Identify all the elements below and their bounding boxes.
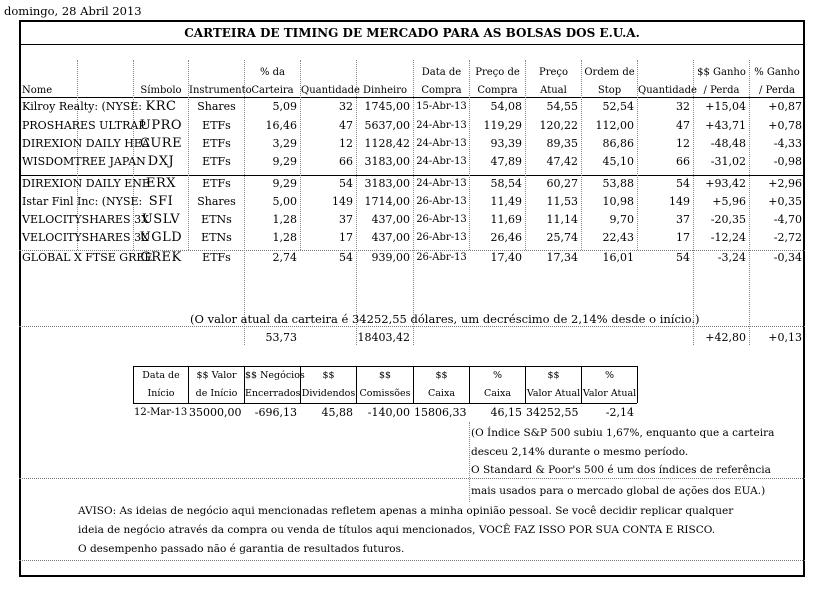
cell-quantidade: 54 [339, 177, 353, 190]
cell-ganho: -3,24 [717, 251, 746, 264]
cell-pct-carteira: 5,09 [272, 100, 297, 113]
cell-pct-ganho: +0,78 [768, 119, 802, 132]
cell-quantidade2: 54 [676, 251, 690, 264]
cell-ordem-stop: 22,43 [602, 231, 634, 244]
summary-header-9-line-1: % [604, 370, 615, 381]
summary-header-4-line-1: $$ [322, 370, 335, 381]
cell-dinheiro: 3183,00 [364, 177, 410, 190]
cell-pct-ganho: -0,34 [773, 251, 802, 264]
header-preco-compra-1: Preço de [475, 67, 520, 78]
cell-data-compra: 26-Abr-13 [416, 196, 467, 207]
header-ordem-stop-2: Stop [597, 85, 622, 96]
cell-preco-compra: 47,89 [490, 155, 522, 168]
cell-preco-atual: 47,42 [546, 155, 578, 168]
summary-header-4-line-2: Dividendos [301, 388, 356, 399]
summary-value-9: -2,14 [605, 406, 634, 419]
summary-value-4: 45,88 [321, 406, 353, 419]
cell-simbolo: KRC [145, 99, 177, 114]
cell-dinheiro: 939,00 [371, 251, 410, 264]
cell-preco-atual: 60,27 [546, 177, 578, 190]
cell-pct-carteira: 9,29 [272, 155, 297, 168]
cell-pct-carteira: 3,29 [272, 137, 297, 150]
cell-nome: Istar Finl Inc: (NYSE: [22, 195, 143, 208]
cell-simbolo: GREK [140, 250, 182, 265]
header-ordem-stop-1: Ordem de [584, 67, 635, 78]
header-pct-carteira-1: % da [259, 67, 286, 78]
cell-quantidade: 66 [339, 155, 353, 168]
cell-ganho: -31,02 [710, 155, 746, 168]
cell-ganho: -48,48 [710, 137, 746, 150]
summary-value-1: 12-Mar-13 [134, 407, 188, 418]
cell-dinheiro: 437,00 [371, 213, 410, 226]
cell-pct-ganho: -4,33 [773, 137, 802, 150]
cell-ordem-stop: 45,10 [602, 155, 634, 168]
cell-preco-atual: 25,74 [546, 231, 578, 244]
cell-ordem-stop: 10,98 [602, 195, 634, 208]
cell-simbolo: CURE [139, 136, 183, 151]
cell-ordem-stop: 52,54 [602, 100, 634, 113]
cell-preco-compra: 93,39 [490, 137, 522, 150]
cell-quantidade: 12 [339, 137, 353, 150]
summary-header-1-line-2: Início [147, 388, 175, 399]
sp-note-line-2: desceu 2,14% durante o mesmo período. [471, 446, 689, 458]
cell-preco-atual: 11,53 [546, 195, 578, 208]
cell-pct-carteira: 1,28 [272, 213, 297, 226]
header-preco-atual-2: Atual [540, 85, 567, 96]
header-data-compra-2: Compra [421, 85, 462, 96]
cell-dinheiro: 3183,00 [364, 155, 410, 168]
cell-ganho: +5,96 [712, 195, 746, 208]
cell-quantidade2: 47 [676, 119, 690, 132]
header-divider [19, 97, 805, 98]
cell-data-compra: 15-Abr-13 [416, 101, 467, 112]
cell-pct-ganho: +0,87 [768, 100, 802, 113]
total-ganho: +42,80 [705, 331, 746, 344]
cell-data-compra: 26-Abr-13 [416, 252, 467, 263]
header-data-compra-1: Data de [421, 67, 462, 78]
cell-pct-carteira: 2,74 [272, 251, 297, 264]
cell-data-compra: 26-Abr-13 [416, 214, 467, 225]
cell-preco-compra: 11,49 [490, 195, 522, 208]
cell-ordem-stop: 9,70 [609, 213, 634, 226]
cell-dinheiro: 437,00 [371, 231, 410, 244]
header-instrumento: Instrumento [189, 85, 252, 96]
summary-value-2: 35000,00 [189, 406, 242, 419]
summary-col-rule [637, 366, 638, 403]
cell-pct-carteira: 5,00 [272, 195, 297, 208]
cell-preco-compra: 17,40 [490, 251, 522, 264]
cell-preco-atual: 17,34 [546, 251, 578, 264]
cell-simbolo: USLV [141, 212, 181, 227]
cell-nome: DIREXION DAILY ENE [22, 177, 150, 190]
sp-note-line-1: (O Índice S&P 500 subiu 1,67%, enquanto que a carteira [471, 427, 775, 439]
header-pct-carteira-2: Carteira [251, 85, 294, 96]
cell-instrumento: Shares [197, 195, 236, 208]
report-date: domingo, 28 Abril 2013 [4, 4, 142, 18]
summary-header-8-line-2: Valor Atual [526, 388, 581, 399]
sp-note-line-4: mais usados para o mercado global de ações dos EUA.) [471, 485, 766, 497]
cell-quantidade: 37 [339, 213, 353, 226]
cell-ordem-stop: 16,01 [602, 251, 634, 264]
disclaimer-line-1: AVISO: As ideias de negócio aqui mencionadas refletem apenas a minha opinião pessoal. Se você decidir replicar qualquer [78, 505, 734, 517]
note-rule [469, 422, 470, 502]
summary-header-2-line-1: $$ Valor [196, 370, 237, 381]
sp-note-line-3: O Standard & Poor's 500 é um dos índices de referência [471, 464, 771, 476]
cell-ganho: +93,42 [705, 177, 746, 190]
cell-ordem-stop: 86,86 [602, 137, 634, 150]
cell-preco-compra: 26,46 [490, 231, 522, 244]
summary-value-6: 15806,33 [414, 406, 467, 419]
header-pct-ganho-2: / Perda [759, 85, 795, 96]
summary-rule [133, 366, 637, 367]
cell-quantidade2: 149 [669, 195, 690, 208]
total-dinheiro: 18403,42 [357, 331, 410, 344]
cell-simbolo: UGLD [139, 230, 183, 245]
cell-dinheiro: 1128,42 [364, 137, 410, 150]
summary-header-5-line-1: $$ [378, 370, 392, 381]
cell-quantidade: 17 [339, 231, 353, 244]
header-nome: Nome [22, 85, 53, 96]
cell-data-compra: 24-Abr-13 [416, 178, 467, 189]
summary-header-3-line-1: $$ Negócios [245, 370, 305, 381]
summary-header-3-line-2: Encerrados [245, 388, 301, 399]
summary-header-1-line-1: Data de [142, 370, 180, 381]
title-divider [19, 44, 805, 45]
cell-quantidade2: 17 [676, 231, 690, 244]
header-pct-ganho-1: % Ganho [754, 67, 800, 78]
cell-preco-compra: 119,29 [483, 119, 522, 132]
header-ganho-1: $$ Ganho [697, 67, 746, 78]
cell-pct-carteira: 9,29 [272, 177, 297, 190]
cell-quantidade2: 66 [676, 155, 690, 168]
cell-simbolo: ERX [145, 176, 177, 191]
cell-simbolo: UPRO [139, 118, 183, 133]
cell-ganho: -20,35 [710, 213, 746, 226]
cell-quantidade: 54 [339, 251, 353, 264]
total-pct-ganho: +0,13 [768, 331, 802, 344]
cell-quantidade: 32 [339, 100, 353, 113]
cell-pct-ganho: +0,35 [768, 195, 802, 208]
cell-instrumento: ETFs [202, 119, 231, 132]
cell-dinheiro: 1714,00 [364, 195, 410, 208]
summary-header-7-line-1: % [492, 370, 503, 381]
summary-header-6-line-2: Caixa [428, 388, 455, 399]
cell-pct-carteira: 1,28 [272, 231, 297, 244]
header-simbolo: Símbolo [140, 85, 182, 96]
cell-instrumento: ETFs [202, 177, 231, 190]
total-pct-carteira: 53,73 [265, 331, 297, 344]
cell-preco-compra: 11,69 [490, 213, 522, 226]
cell-instrumento: ETNs [201, 213, 232, 226]
cell-pct-ganho: -2,72 [773, 231, 802, 244]
cell-nome: WISDOMTREE JAPAN [22, 155, 146, 168]
portfolio-value-note: (O valor atual da carteira é 34252,55 dólares, um decréscimo de 2,14% desde o início.) [190, 312, 700, 326]
cell-preco-atual: 120,22 [539, 119, 578, 132]
summary-value-5: -140,00 [367, 406, 410, 419]
cell-ganho: +15,04 [705, 100, 746, 113]
cell-data-compra: 24-Abr-13 [416, 120, 467, 131]
cell-instrumento: Shares [197, 100, 236, 113]
cell-simbolo: SFI [148, 194, 174, 209]
cell-dinheiro: 5637,00 [364, 119, 410, 132]
cell-preco-atual: 89,35 [546, 137, 578, 150]
bottom-divider [19, 560, 805, 561]
cell-nome: Kilroy Realty: (NYSE: [22, 100, 143, 113]
cell-data-compra: 26-Abr-13 [416, 232, 467, 243]
cell-quantidade2: 12 [676, 137, 690, 150]
cell-instrumento: ETFs [202, 155, 231, 168]
cell-nome: VELOCITYSHARES 3X [22, 231, 149, 244]
cell-simbolo: DXJ [147, 154, 175, 169]
cell-ordem-stop: 112,00 [595, 119, 634, 132]
summary-header-5-line-2: Comissões [359, 388, 411, 399]
cell-quantidade2: 37 [676, 213, 690, 226]
header-dinheiro: Dinheiro [362, 85, 407, 96]
cell-ganho: +43,71 [705, 119, 746, 132]
cell-pct-ganho: +2,96 [768, 177, 802, 190]
cell-dinheiro: 1745,00 [364, 100, 410, 113]
cell-preco-compra: 54,08 [490, 100, 522, 113]
summary-header-9-line-2: Valor Atual [582, 388, 637, 399]
disclaimer-line-2: ideia de negócio através da compra ou venda de títulos aqui mencionados, VOCÊ FAZ ISSO POR SUA CONTA E RISCO. [78, 524, 716, 536]
header-ganho-2: / Perda [703, 85, 740, 96]
cell-preco-compra: 58,54 [490, 177, 522, 190]
summary-header-8-line-1: $$ [547, 370, 560, 381]
header-quantidade: Quantidade [301, 85, 360, 96]
cell-preco-atual: 11,14 [546, 213, 578, 226]
header-preco-compra-2: Compra [477, 85, 518, 96]
summary-value-3: -696,13 [254, 406, 297, 419]
summary-rule [133, 403, 637, 404]
summary-value-7: 46,15 [490, 406, 522, 419]
cell-ordem-stop: 53,88 [602, 177, 634, 190]
cell-quantidade2: 54 [676, 177, 690, 190]
cell-quantidade: 47 [339, 119, 353, 132]
group-divider [19, 175, 805, 176]
summary-header-7-line-2: Caixa [484, 388, 511, 399]
cell-nome: VELOCITYSHARES 3X [22, 213, 149, 226]
cell-nome: PROSHARES ULTRAP [22, 119, 146, 132]
cell-quantidade2: 32 [676, 100, 690, 113]
disclaimer-line-3: O desempenho passado não é garantia de resultados futuros. [78, 543, 405, 555]
cell-instrumento: ETNs [201, 231, 232, 244]
summary-header-6-line-1: $$ [435, 370, 448, 381]
cell-pct-carteira: 16,46 [265, 119, 297, 132]
report-title: CARTEIRA DE TIMING DE MERCADO PARA AS BOLSAS DOS E.U.A. [184, 26, 640, 40]
cell-data-compra: 24-Abr-13 [416, 138, 467, 149]
cell-data-compra: 24-Abr-13 [416, 156, 467, 167]
cell-instrumento: ETFs [202, 137, 231, 150]
cell-instrumento: ETFs [202, 251, 231, 264]
cell-quantidade: 149 [332, 195, 353, 208]
cell-nome: DIREXION DAILY HEA [22, 137, 150, 150]
cell-nome: GLOBAL X FTSE GREE [22, 251, 153, 264]
summary-header-2-line-2: de Início [195, 388, 238, 399]
totals-divider [19, 326, 805, 327]
cell-pct-ganho: -4,70 [773, 213, 802, 226]
cell-preco-atual: 54,55 [546, 100, 578, 113]
header-quantidade2: Quantidade [638, 85, 697, 96]
cell-ganho: -12,24 [710, 231, 746, 244]
header-preco-atual-1: Preço [538, 67, 569, 78]
cell-pct-ganho: -0,98 [773, 155, 802, 168]
summary-value-8: 34252,55 [526, 406, 579, 419]
